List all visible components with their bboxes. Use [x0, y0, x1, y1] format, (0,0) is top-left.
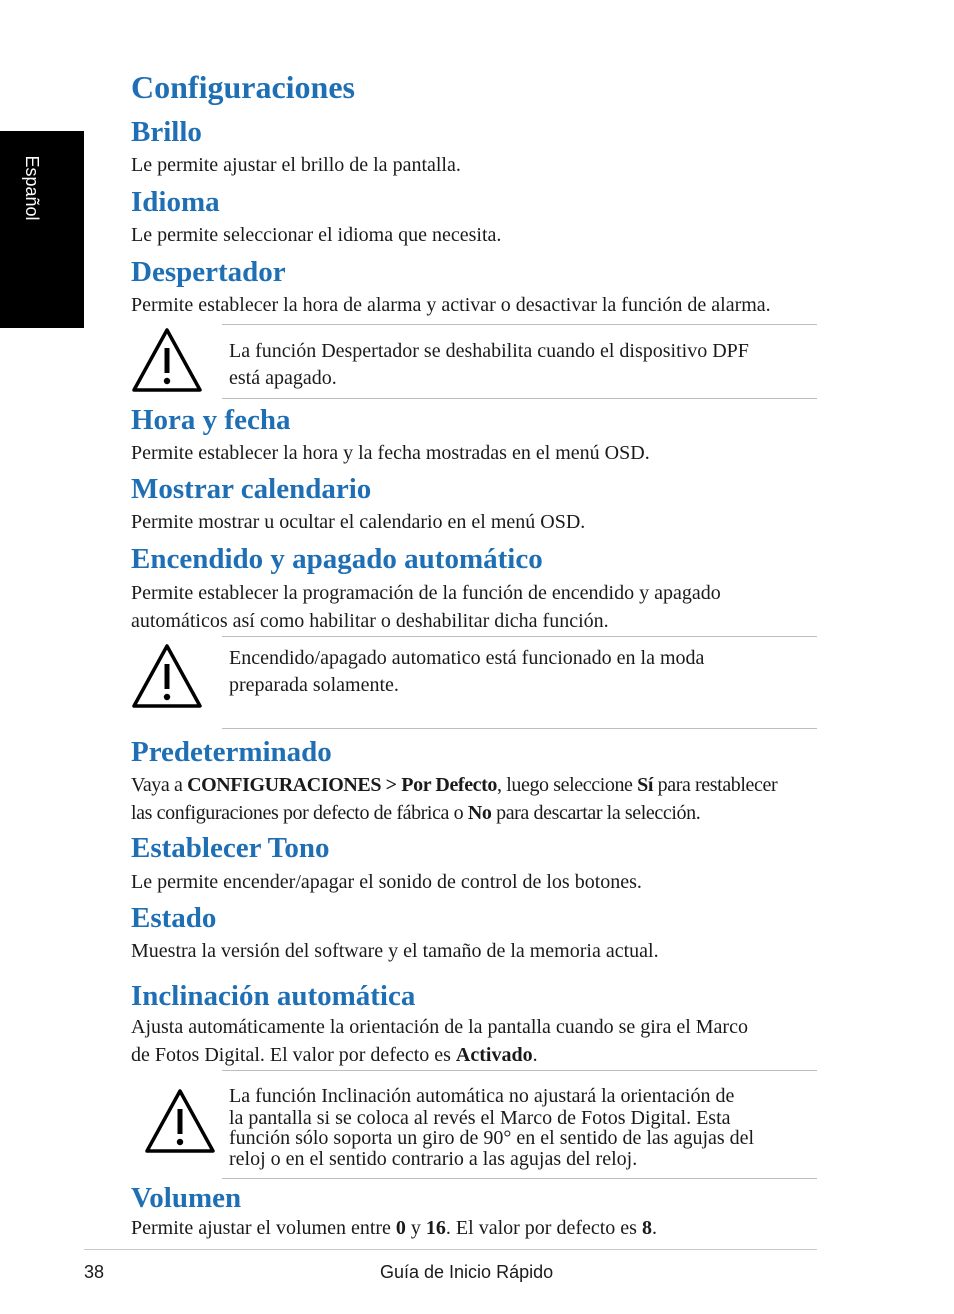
- side-tab-label: Español: [22, 155, 42, 221]
- text-encendido-line1: Permite establecer la programación de la función de encendido y apagado: [131, 582, 721, 604]
- warning-icon: [143, 1087, 217, 1155]
- page-number: 38: [84, 1262, 105, 1282]
- text-inclinacion-line2: de Fotos Digital. El valor por defecto es Activado.: [131, 1044, 538, 1066]
- note-rule-bottom: [222, 1178, 817, 1179]
- text-despertador: Permite establecer la hora de alarma y activar o desactivar la función de alarma.: [131, 294, 771, 316]
- note-encendido-line2: preparada solamente.: [229, 674, 399, 696]
- warning-icon: [130, 326, 204, 394]
- footer-guide-title: Guía de Inicio Rápido: [380, 1262, 554, 1282]
- text-volumen: Permite ajustar el volumen entre 0 y 16. El valor por defecto es 8.: [131, 1217, 657, 1239]
- heading-predeterminado: Predeterminado: [131, 736, 332, 768]
- note-encendido-line1: Encendido/apagado automatico está funcionado en la moda: [229, 647, 705, 669]
- note-inclinacion-line1: La función Inclinación automática no ajustará la orientación de: [229, 1085, 735, 1107]
- text-predeterminado-line1: Vaya a CONFIGURACIONES > Por Defecto, luego seleccione Sí para restablecer: [131, 774, 778, 796]
- heading-despertador: Despertador: [131, 256, 286, 288]
- warning-icon: [130, 642, 204, 710]
- note-rule-top: [222, 1070, 817, 1071]
- note-rule-top: [222, 324, 817, 325]
- heading-volumen: Volumen: [131, 1182, 242, 1214]
- heading-brillo: Brillo: [131, 116, 202, 148]
- heading-estado: Estado: [131, 902, 217, 934]
- text-tono: Le permite encender/apagar el sonido de control de los botones.: [131, 871, 642, 893]
- note-rule-bottom: [222, 728, 817, 729]
- note-inclinacion-line4: reloj o en el sentido contrario a las agujas del reloj.: [229, 1148, 638, 1170]
- text-encendido-line2: automáticos así como habilitar o deshabilitar dicha función.: [131, 610, 609, 632]
- footer-rule: [84, 1249, 817, 1250]
- heading-encendido: Encendido y apagado automático: [131, 543, 543, 575]
- heading-hora-fecha: Hora y fecha: [131, 404, 291, 436]
- note-rule-bottom: [222, 398, 817, 399]
- text-estado: Muestra la versión del software y el tamaño de la memoria actual.: [131, 940, 659, 962]
- note-rule-top: [222, 636, 817, 637]
- note-inclinacion-line3: función sólo soporta un giro de 90° en el sentido de las agujas del: [229, 1127, 755, 1149]
- text-predeterminado-line2: las configuraciones por defecto de fábrica o No para descartar la selección.: [131, 802, 701, 824]
- text-idioma: Le permite seleccionar el idioma que necesita.: [131, 224, 502, 246]
- note-despertador-line2: está apagado.: [229, 367, 337, 389]
- heading-inclinacion: Inclinación automática: [131, 980, 416, 1012]
- language-side-tab: [0, 131, 84, 328]
- note-inclinacion-line2: la pantalla si se coloca al revés el Marco de Fotos Digital. Esta: [229, 1107, 731, 1129]
- page-title: Configuraciones: [131, 69, 355, 105]
- text-brillo: Le permite ajustar el brillo de la pantalla.: [131, 154, 461, 176]
- heading-calendario: Mostrar calendario: [131, 473, 372, 505]
- note-despertador-line1: La función Despertador se deshabilita cuando el dispositivo DPF: [229, 340, 749, 362]
- text-calendario: Permite mostrar u ocultar el calendario en el menú OSD.: [131, 511, 586, 533]
- text-hora-fecha: Permite establecer la hora y la fecha mostradas en el menú OSD.: [131, 442, 650, 464]
- text-inclinacion-line1: Ajusta automáticamente la orientación de la pantalla cuando se gira el Marco: [131, 1016, 748, 1038]
- heading-idioma: Idioma: [131, 186, 220, 218]
- heading-tono: Establecer Tono: [131, 832, 330, 864]
